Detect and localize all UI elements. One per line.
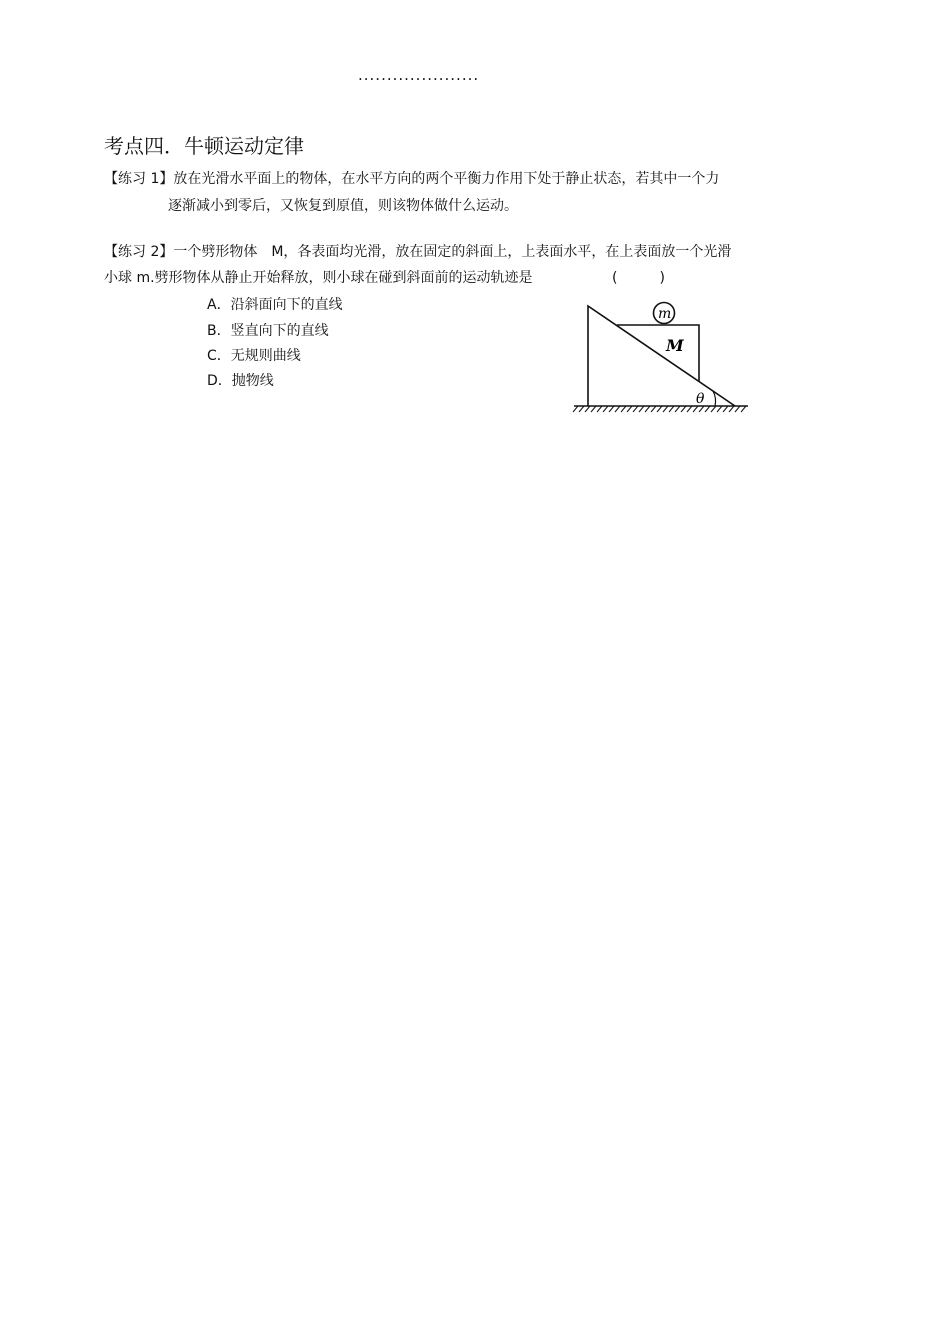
exercise2-line2: 小球 m.劈形物体从静止开始释放，则小球在碰到斜面前的运动轨迹是 <box>104 270 533 286</box>
incline-wedge-diagram <box>570 296 755 416</box>
option-d: D．抛物线 <box>207 373 274 389</box>
ground-hatching <box>573 406 746 412</box>
section-title: 考点四．牛顿运动定律 <box>104 134 304 158</box>
header-dots: ..................... <box>358 66 480 84</box>
exercise1-line2: 逐渐减小到零后，又恢复到原值，则该物体做什么运动。 <box>168 198 518 214</box>
option-a: A．沿斜面向下的直线 <box>207 297 343 313</box>
option-c: C．无规则曲线 <box>207 348 301 364</box>
block-label: M <box>666 336 684 355</box>
angle-label: θ <box>696 391 705 407</box>
option-b: B．竖直向下的直线 <box>207 323 329 339</box>
ball-label: m <box>658 306 672 322</box>
answer-bracket: ( ) <box>612 270 665 286</box>
exercise2-line1: 【练习 2】一个劈形物体 M，各表面均光滑，放在固定的斜面上，上表面水平，在上表面放一个光滑 <box>104 244 732 260</box>
exercise1-line1: 【练习 1】放在光滑水平面上的物体，在水平方向的两个平衡力作用下处于静止状态，若其中一个力 <box>104 171 720 187</box>
